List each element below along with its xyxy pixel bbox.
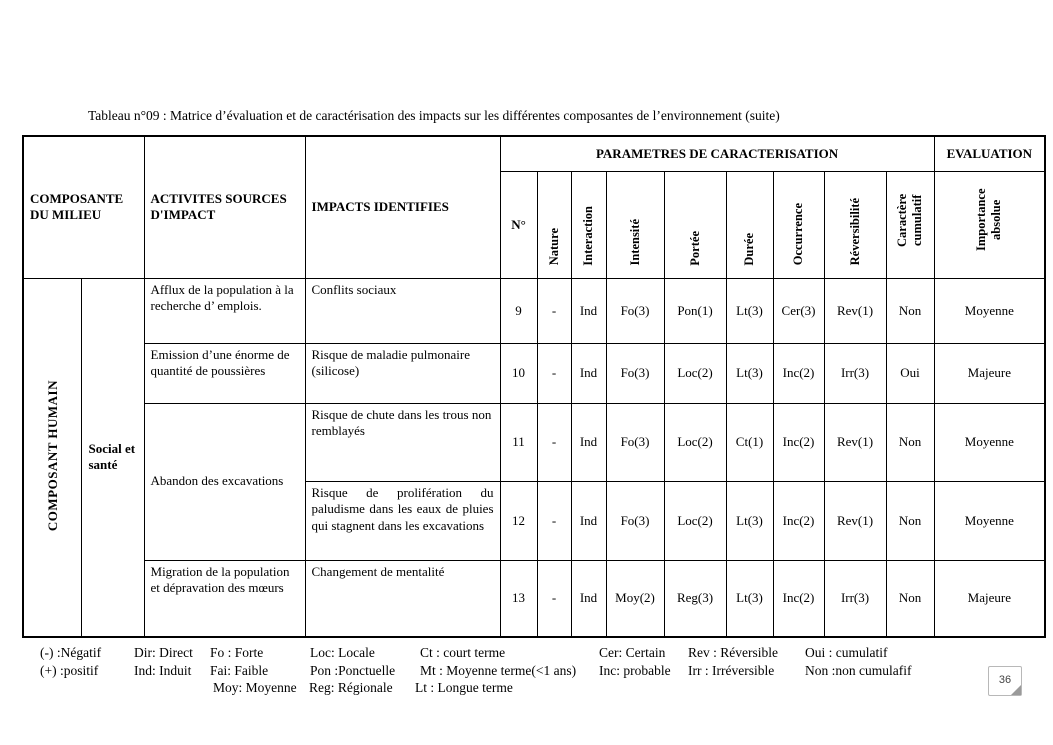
cell-reversibilite: Irr(3) (824, 560, 886, 637)
cell-portee: Loc(2) (664, 343, 726, 403)
cell-occurrence: Inc(2) (773, 403, 824, 481)
col-group-evaluation: EVALUATION (934, 136, 1045, 171)
cell-duree: Lt(3) (726, 560, 773, 637)
legend-item: Ct : court terme (420, 645, 506, 660)
cell-reversibilite: Rev(1) (824, 481, 886, 560)
cell-interaction: Ind (571, 481, 606, 560)
cell-interaction: Ind (571, 560, 606, 637)
legend-item: Dir: Direct (134, 645, 193, 660)
cell-impact: Risque de maladie pulmonaire (silicose) (305, 343, 500, 403)
cell-num: 12 (500, 481, 537, 560)
legend-item: Non :non cumulafif (805, 662, 912, 678)
cell-impact: Changement de mentalité (305, 560, 500, 637)
cell-num: 13 (500, 560, 537, 637)
legend-item: Irr : Irréversible (688, 662, 775, 678)
legend-item: (+) :positif (40, 662, 99, 678)
cell-portee: Pon(1) (664, 278, 726, 343)
legend-item: Reg: Régionale (309, 680, 393, 695)
cell-impact: Conflits sociaux (305, 278, 500, 343)
cell-intensite: Fo(3) (606, 403, 664, 481)
col-header-num: N° (500, 171, 537, 278)
cell-nature: - (537, 481, 571, 560)
col-header-composante: COMPOSANTE DU MILIEU (23, 136, 144, 278)
col-header-occurrence: Occurrence (773, 171, 824, 278)
cell-cumulatif: Non (886, 278, 934, 343)
cell-intensite: Fo(3) (606, 481, 664, 560)
legend-item: Lt : Longue terme (415, 680, 513, 695)
cell-reversibilite: Rev(1) (824, 278, 886, 343)
legend-item: Fo : Forte (210, 645, 264, 660)
legend-item: Loc: Locale (310, 645, 375, 660)
legend-item: Ind: Induit (134, 662, 192, 678)
cell-nature: - (537, 278, 571, 343)
cell-importance: Majeure (934, 560, 1045, 637)
cell-cumulatif: Non (886, 481, 934, 560)
cell-intensite: Moy(2) (606, 560, 664, 637)
cell-importance: Moyenne (934, 481, 1045, 560)
col-header-importance-absolue: Importance absolue (934, 171, 1045, 278)
col-header-portee: Portée (664, 171, 726, 278)
table-caption: Tableau n°09 : Matrice d’évaluation et de caractérisation des impacts sur les différentes composantes de l’environnement (suite) (88, 108, 780, 123)
impact-matrix-table (22, 135, 1046, 638)
col-header-caractere-cumulatif: Caractère cumulatif (886, 171, 934, 278)
cell-occurrence: Inc(2) (773, 560, 824, 637)
cell-reversibilite: Irr(3) (824, 343, 886, 403)
col-header-impacts: IMPACTS IDENTIFIES (305, 136, 500, 278)
cell-portee: Loc(2) (664, 481, 726, 560)
header-row-groups (23, 136, 1045, 171)
cell-occurrence: Inc(2) (773, 481, 824, 560)
cell-portee: Loc(2) (664, 403, 726, 481)
legend-item: Cer: Certain (599, 645, 666, 660)
page-fold-corner-icon (1011, 685, 1021, 695)
legend-line-2 (40, 662, 1020, 680)
table-row (23, 343, 1045, 403)
col-header-intensite: Intensité (606, 171, 664, 278)
cell-importance: Moyenne (934, 403, 1045, 481)
col-header-duree: Durée (726, 171, 773, 278)
cell-cumulatif: Non (886, 560, 934, 637)
cell-cumulatif: Oui (886, 343, 934, 403)
cell-cumulatif: Non (886, 403, 934, 481)
cell-milieu-group: COMPOSANT HUMAIN (23, 278, 81, 637)
col-header-activites: ACTIVITES SOURCES D'IMPACT (144, 136, 305, 278)
cell-duree: Ct(1) (726, 403, 773, 481)
page-number-box (988, 666, 1022, 696)
legend-line-1 (40, 644, 1020, 662)
col-group-parametres: PARAMETRES DE CARACTERISATION (500, 136, 934, 171)
cell-importance: Moyenne (934, 278, 1045, 343)
cell-milieu-sub: Social et santé (81, 278, 144, 637)
legend-item: Pon :Ponctuelle (310, 662, 396, 678)
legend-item: Oui : cumulatif (805, 645, 888, 660)
cell-occurrence: Inc(2) (773, 343, 824, 403)
legend-item: Rev : Réversible (688, 645, 778, 660)
legend-item: Fai: Faible (210, 662, 269, 678)
cell-activite: Migration de la population et dépravation des mœurs (144, 560, 305, 637)
cell-interaction: Ind (571, 403, 606, 481)
col-header-interaction: Interaction (571, 171, 606, 278)
cell-activite: Afflux de la population à la recherche d’ emplois. (144, 278, 305, 343)
legend-line-3 (40, 679, 1020, 697)
legend-item: (-) :Négatif (40, 645, 102, 660)
cell-num: 11 (500, 403, 537, 481)
cell-activite: Abandon des excavations (144, 403, 305, 560)
col-header-reversibilite: Réversibilité (824, 171, 886, 278)
table-row (23, 403, 1045, 481)
cell-duree: Lt(3) (726, 343, 773, 403)
cell-impact: Risque de prolifération du paludisme dans les eaux de pluies qui stagnent dans les excavations (305, 481, 500, 560)
cell-impact: Risque de chute dans les trous non remblayés (305, 403, 500, 481)
cell-importance: Majeure (934, 343, 1045, 403)
cell-duree: Lt(3) (726, 481, 773, 560)
cell-nature: - (537, 403, 571, 481)
page-number: 36 (998, 674, 1012, 686)
cell-interaction: Ind (571, 278, 606, 343)
cell-occurrence: Cer(3) (773, 278, 824, 343)
legend-item: Mt : Moyenne terme(<1 ans) (420, 662, 577, 678)
cell-reversibilite: Rev(1) (824, 403, 886, 481)
legend-item: Moy: Moyenne (213, 680, 297, 695)
cell-activite: Emission d’une énorme de quantité de poussières (144, 343, 305, 403)
cell-num: 9 (500, 278, 537, 343)
abbreviation-legend (40, 644, 1020, 697)
cell-portee: Reg(3) (664, 560, 726, 637)
table-row (23, 560, 1045, 637)
table-row (23, 278, 1045, 343)
cell-intensite: Fo(3) (606, 278, 664, 343)
cell-interaction: Ind (571, 343, 606, 403)
cell-intensite: Fo(3) (606, 343, 664, 403)
cell-num: 10 (500, 343, 537, 403)
cell-nature: - (537, 560, 571, 637)
col-header-nature: Nature (537, 171, 571, 278)
cell-duree: Lt(3) (726, 278, 773, 343)
legend-item: Inc: probable (599, 662, 671, 678)
cell-nature: - (537, 343, 571, 403)
